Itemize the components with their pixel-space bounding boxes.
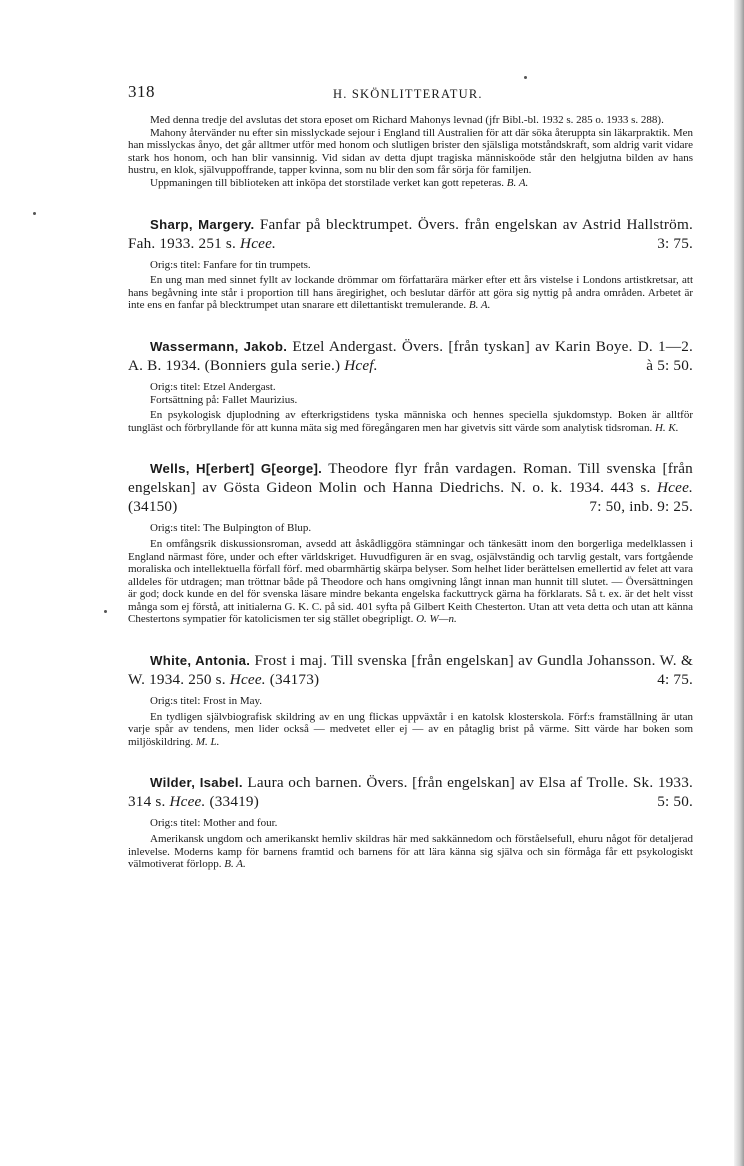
entry-meta bbox=[128, 259, 693, 272]
entry-list bbox=[128, 215, 693, 871]
entry-heading bbox=[128, 215, 693, 253]
entry-classification: Hcee. bbox=[657, 479, 694, 497]
entry-review bbox=[128, 711, 693, 749]
entry-meta bbox=[128, 695, 693, 708]
document-page bbox=[128, 78, 693, 871]
scan-page-edge bbox=[734, 0, 744, 1166]
original-title: Orig:s titel: Etzel Andergast. bbox=[150, 380, 276, 393]
entry-review bbox=[128, 538, 693, 626]
review-text: En omfångsrik diskussionsroman, avsedd att åskådliggöra stämningar och tänkesätt inom den borgerliga medelklassen i England närmast före, under och efter världskriget. Huvudfiguren är en svag, osjälvständig och tarvlig gestalt, vars fortgående moraliska och intellektuella förfall förf. med obarmhärtig skärpa belyser. Som helhet lider berättelsen emellertid av felet att vara alldeles för utdragen; man tröttnar både på Theodore och hans omgivning långt innan man hunnit till slutet. — Översättningen är god; dock kunde en del för svenska läsare mindre bekanta engelska fackuttryck gärna ha förklarats. Så t. ex. är det helt visst många som ej förstå, att initialerna G. K. C. på sid. 401 syfta på Gilbert Keith Chesterton. Utan att veta detta och utan att känna Chestertons sympatier för katolicismen ter sig stället obegripligt. bbox=[128, 537, 693, 626]
review-text: En tydligen självbiografisk skildring av en ung flickas uppväxtår i en katolsk klosterskola. Förf:s framställning är utan varje spår av tendens, men lider också — medvetet eller ej — av en påtaglig brist på värme. Sitt värde har boken som miljöskildring. bbox=[128, 710, 693, 748]
entry-heading bbox=[128, 337, 693, 375]
entry-classification: Hcee. bbox=[229, 671, 266, 689]
original-title: Orig:s titel: The Bulpington of Blup. bbox=[150, 522, 312, 535]
intro-text: Uppmaningen till biblioteken att inköpa det storstilade verket kan gott repeteras. bbox=[150, 176, 505, 189]
scan-speck bbox=[33, 212, 36, 215]
entry-review bbox=[128, 409, 693, 434]
entry-author: Wells, H[erbert] G[eorge]. bbox=[150, 461, 323, 477]
entry-heading bbox=[128, 651, 693, 689]
intro-continuation bbox=[128, 114, 693, 190]
entry-review bbox=[128, 833, 693, 871]
entry-review bbox=[128, 274, 693, 312]
page-header bbox=[128, 78, 693, 104]
intro-paragraph: Mahony återvänder nu efter sin misslyckade sejour i England till Australien för att där söka återuppta sin läkarpraktik. Men han misslyckas ånyo, det går alltmer utför med honom och slutligen brister den själsliga motståndskraft, som aldrig varit vidare stark hos honom, och han blir vansinnig. Vid sidan av detta djupt tragiska människoöde står den helgjutna bilden av hans hustru, en klok, självuppoffrande, tapper kvinna, som nu blir den som får sörja för familjen. bbox=[128, 126, 693, 177]
entry-price: 5: 50. bbox=[657, 793, 693, 811]
bibliography-entry bbox=[128, 337, 693, 434]
reviewer-signature: M. L. bbox=[195, 735, 220, 748]
entry-number: (33419) bbox=[209, 793, 259, 811]
entry-meta bbox=[128, 522, 693, 535]
reviewer-signature: B. A. bbox=[224, 858, 246, 871]
entry-meta bbox=[128, 381, 693, 406]
entry-price: 7: 50, inb. 9: 25. bbox=[589, 498, 693, 516]
reviewer-signature: O. W—n. bbox=[416, 613, 457, 626]
entry-author: Wilder, Isabel. bbox=[150, 775, 243, 791]
bibliography-entry bbox=[128, 651, 693, 748]
original-title: Orig:s titel: Mother and four. bbox=[150, 817, 278, 830]
continuation-note: Fortsättning på: Fallet Maurizius. bbox=[150, 393, 298, 406]
scan-speck bbox=[104, 610, 107, 613]
entry-title: Theodore flyr från vardagen. Roman. Till svenska [från engelskan] av Gösta Gideon Molin och Hanna Diedrichs. N. o. k. 1934. 443 s. bbox=[128, 460, 693, 497]
bibliography-entry bbox=[128, 459, 693, 626]
entry-title: Laura och barnen. Övers. [från engelskan] av Elsa af Trolle. Sk. 1933. 314 s. bbox=[128, 774, 694, 811]
entry-title: Fanfar på blecktrumpet. Övers. från engelskan av Astrid Hallström. Fah. 1933. 251 s. bbox=[128, 215, 693, 252]
entry-classification: Hcef. bbox=[344, 356, 378, 374]
reviewer-signature: B. A. bbox=[506, 176, 529, 189]
entry-classification: Hcee. bbox=[240, 234, 277, 252]
intro-paragraph bbox=[128, 177, 693, 190]
entry-author: White, Antonia. bbox=[150, 653, 251, 669]
entry-heading bbox=[128, 459, 693, 516]
intro-paragraph: Med denna tredje del avslutas det stora eposet om Richard Mahonys levnad (jfr Bibl.-bl. 1932 s. 285 o. 1933 s. 288). bbox=[150, 114, 664, 126]
entry-classification: Hcee. bbox=[169, 793, 206, 811]
bibliography-entry bbox=[128, 215, 693, 312]
review-text: En psykologisk djuplodning av efterkrigstidens tyska människa och hennes speciella sjukdomstyp. Boken är alltför tungläst och förbryllande för att kunna mäta sig med föregångaren men har givetvis sitt värde som analytisk tidsroman. bbox=[128, 409, 693, 434]
entry-author: Wassermann, Jakob. bbox=[150, 338, 288, 354]
entry-price: 3: 75. bbox=[657, 234, 693, 252]
original-title: Orig:s titel: Frost in May. bbox=[150, 695, 263, 708]
entry-number: (34150) bbox=[128, 498, 178, 516]
review-text: Amerikansk ungdom och amerikanskt hemliv skildras här med sakkännedom och förståelsefull, ehuru något för detaljerad inlevelse. Moderns kamp för barnens framtid och barnens för att lära känna sig själva och sin förmåga får ett psykologiskt välmotiverat förlopp. bbox=[128, 833, 693, 871]
entry-author: Sharp, Margery. bbox=[150, 216, 255, 232]
entry-meta bbox=[128, 817, 693, 830]
entry-heading bbox=[128, 773, 693, 811]
reviewer-signature: H. K. bbox=[654, 421, 679, 434]
entry-title: Etzel Andergast. Övers. [från tyskan] av Karin Boye. D. 1—2. A. B. 1934. (Bonniers gula serie.) bbox=[128, 337, 694, 374]
bibliography-entry bbox=[128, 773, 693, 870]
entry-number: (34173) bbox=[269, 671, 320, 689]
running-head: H. SKÖNLITTERATUR. bbox=[333, 87, 483, 101]
entry-title: Frost i maj. Till svenska [från engelskan] av Gundla Johansson. W. & W. 1934. 250 s. bbox=[128, 652, 693, 689]
entry-price: à 5: 50. bbox=[646, 356, 693, 374]
page-number: 318 bbox=[128, 82, 155, 101]
original-title: Orig:s titel: Fanfare for tin trumpets. bbox=[150, 258, 311, 271]
entry-price: 4: 75. bbox=[657, 671, 693, 689]
review-text: En ung man med sinnet fyllt av lockande drömmar om författarära märker efter ett års vistelse i Londons artistkretsar, att hans begåvning inte står i proportion till hans äregirighet, och beslutar därför att göra sig nyttig på andra områden. Arbetet är inte ens en fanfar på blecktrumpet utan snarare ett dilettantiskt tremulerande. bbox=[128, 274, 693, 312]
reviewer-signature: B. A. bbox=[468, 299, 491, 312]
